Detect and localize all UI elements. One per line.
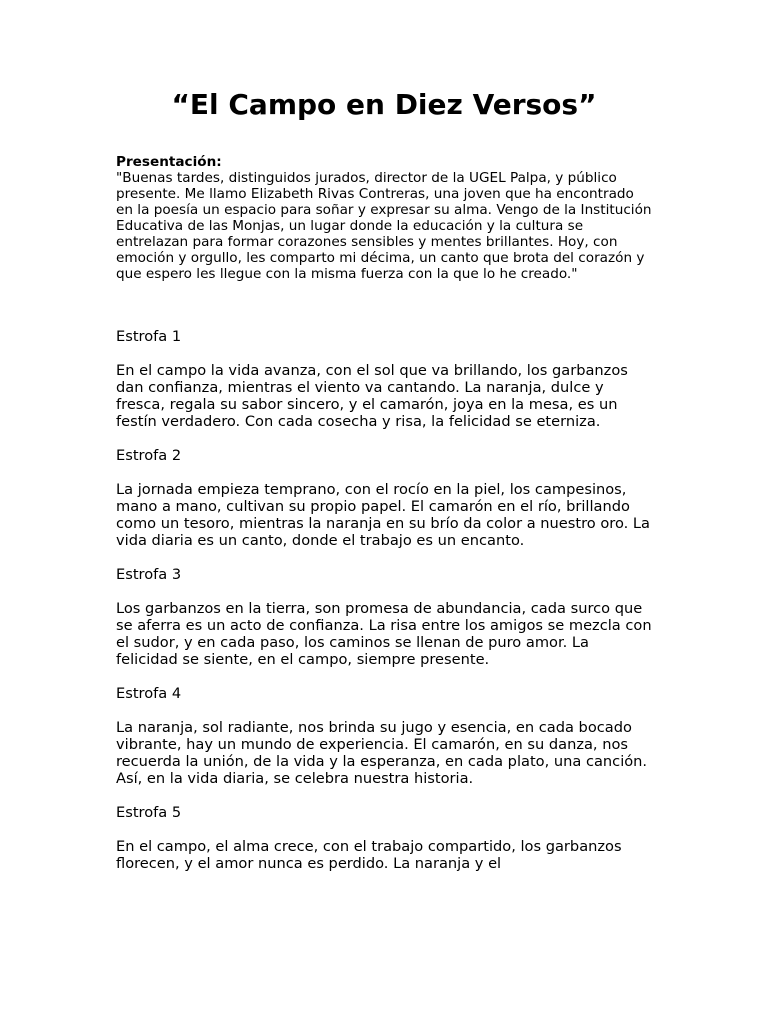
stanza-text: La naranja, sol radiante, nos brinda su jugo y esencia, en cada bocado vibrante, hay un mundo de experiencia. El camarón, en su danza, nos recuerda la unión, de la vida y la esperanza, en cada plato, una canción. Así, en la vida diaria, se celebra nuestra historia. bbox=[116, 719, 648, 787]
stanza-4 bbox=[116, 685, 652, 787]
stanza-2 bbox=[116, 447, 652, 549]
stanzas-section bbox=[116, 328, 652, 889]
stanza-title: Estrofa 5 bbox=[116, 804, 182, 821]
stanza-3 bbox=[116, 566, 652, 668]
stanza-title: Estrofa 4 bbox=[116, 685, 182, 702]
stanza-1 bbox=[116, 328, 652, 430]
document-title: “El Campo en Diez Versos” bbox=[171, 88, 597, 121]
stanza-5 bbox=[116, 804, 652, 872]
stanza-title: Estrofa 1 bbox=[116, 328, 182, 345]
stanza-title: Estrofa 2 bbox=[116, 447, 182, 464]
presentation-heading: Presentación: bbox=[116, 154, 222, 170]
stanza-text: La jornada empieza temprano, con el rocío en la piel, los campesinos, mano a mano, cultivan su propio papel. El camarón en el río, brillando como un tesoro, mientras la naranja en su brío da color a nuestro oro. La vida diaria es un canto, donde el trabajo es un encanto. bbox=[116, 481, 650, 549]
stanza-text: Los garbanzos en la tierra, son promesa de abundancia, cada surco que se aferra es un acto de confianza. La risa entre los amigos se mezcla con el sudor, y en cada paso, los caminos se llenan de puro amor. La felicidad se siente, en el campo, siempre presente. bbox=[116, 600, 652, 668]
stanza-text: En el campo la vida avanza, con el sol que va brillando, los garbanzos dan confianza, mientras el viento va cantando. La naranja, dulce y fresca, regala su sabor sincero, y el camarón, joya en la mesa, es un festín verdadero. Con cada cosecha y risa, la felicidad se eterniza. bbox=[116, 362, 628, 430]
presentation-section bbox=[116, 154, 652, 282]
stanza-title: Estrofa 3 bbox=[116, 566, 182, 583]
presentation-text: "Buenas tardes, distinguidos jurados, director de la UGEL Palpa, y público presente. Me llamo Elizabeth Rivas Contreras, una joven que ha encontrado en la poesía un espacio para soñar y expresar su alma. Vengo de la Institución Educativa de las Monjas, un lugar donde la educación y la cultura se entrelazan para formar corazones sensibles y mentes brillantes. Hoy, con emoción y orgullo, les comparto mi décima, un canto que brota del corazón y que espero les llegue con la misma fuerza con la que lo he creado." bbox=[116, 170, 652, 282]
stanza-text: En el campo, el alma crece, con el trabajo compartido, los garbanzos florecen, y el amor nunca es perdido. La naranja y el bbox=[116, 838, 622, 872]
